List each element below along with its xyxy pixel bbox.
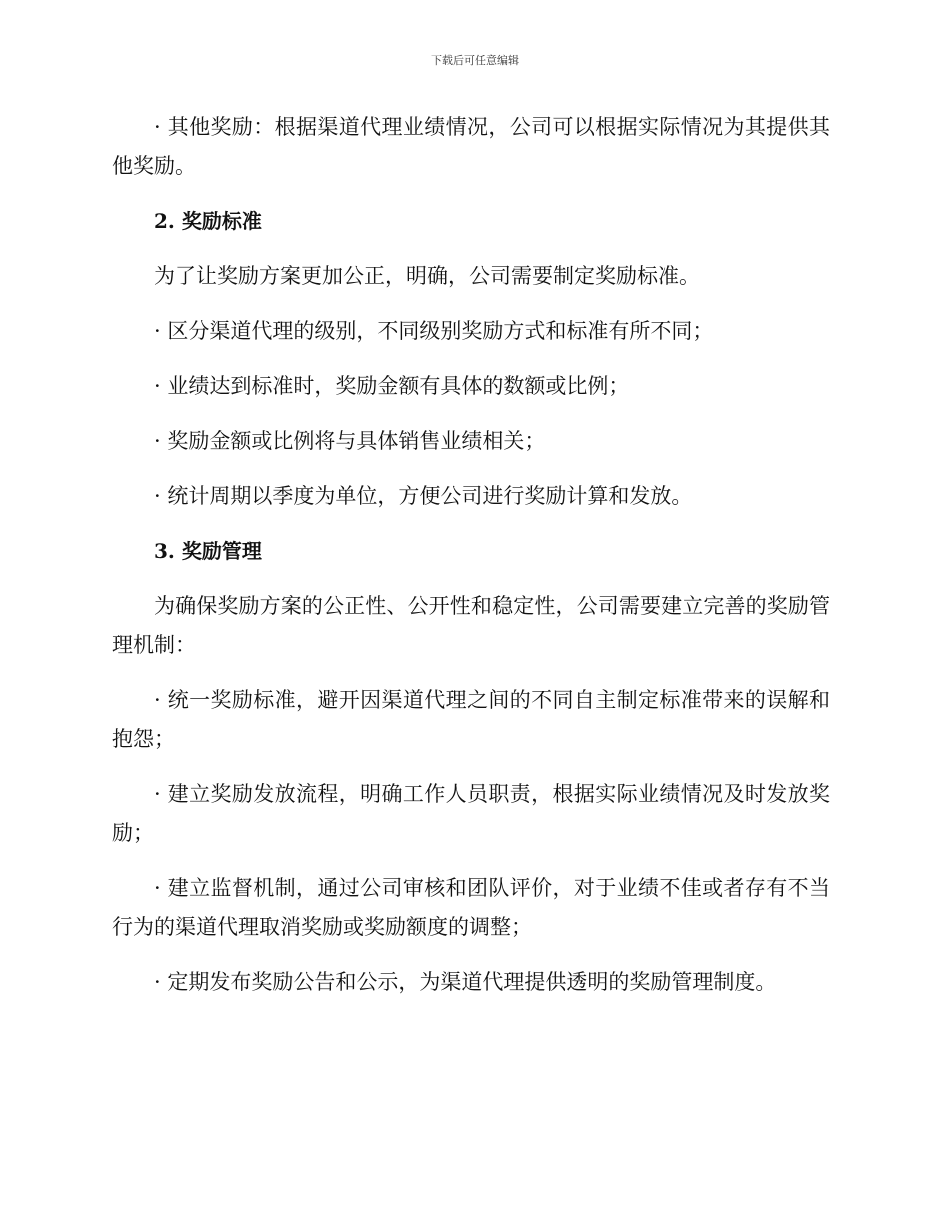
page-header: 下载后可任意编辑	[431, 54, 519, 67]
list-item-supervision: · 建立监督机制，通过公司审核和团队评价，对于业绩不佳或者存有不当行为的渠道代理取消奖励或奖励额度的调整；	[112, 876, 830, 939]
paragraph-standards-intro: 为了让奖励方案更加公正，明确，公司需要制定奖励标准。	[154, 264, 700, 288]
list-item-payout-process: · 建立奖励发放流程，明确工作人员职责，根据实际业绩情况及时发放奖励；	[112, 782, 830, 845]
paragraph-management-intro: 为确保奖励方案的公正性、公开性和稳定性，公司需要建立完善的奖励管理机制：	[112, 594, 830, 657]
list-item-announcements: · 定期发布奖励公告和公示，为渠道代理提供透明的奖励管理制度。	[154, 970, 777, 994]
list-item-unified-standards: · 统一奖励标准，避开因渠道代理之间的不同自主制定标准带来的误解和抱怨；	[112, 688, 830, 751]
section-heading-reward-management: 3. 奖励管理	[154, 539, 262, 563]
list-item-quarterly-cycle: · 统计周期以季度为单位，方便公司进行奖励计算和发放。	[154, 484, 693, 508]
section-heading-reward-standards: 2. 奖励标准	[154, 209, 262, 233]
list-item-reward-amount: · 业绩达到标准时，奖励金额有具体的数额或比例；	[154, 374, 630, 398]
list-item-agent-levels: · 区分渠道代理的级别，不同级别奖励方式和标准有所不同；	[154, 319, 714, 343]
document-body	[112, 108, 830, 1018]
list-item-sales-related: · 奖励金额或比例将与具体销售业绩相关；	[154, 429, 546, 453]
paragraph-other-rewards: · 其他奖励：根据渠道代理业绩情况，公司可以根据实际情况为其提供其他奖励。	[112, 115, 830, 178]
